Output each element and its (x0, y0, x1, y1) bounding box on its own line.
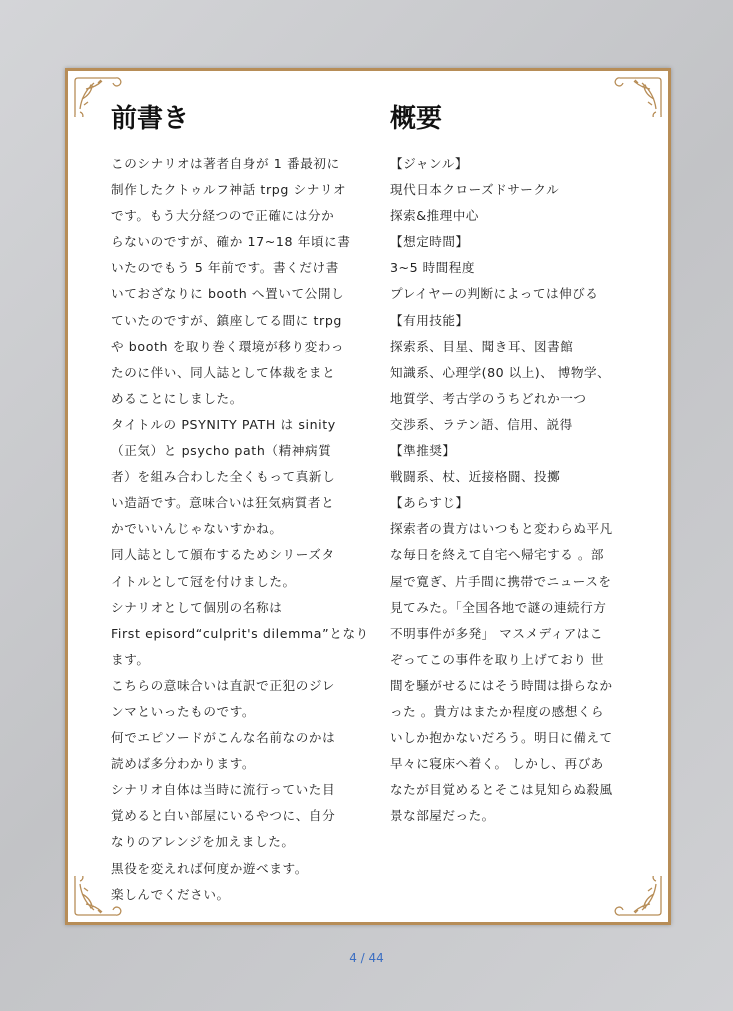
text-line: 【準推奨】 (390, 443, 456, 459)
text-line: 3~5 時間程度 (390, 260, 475, 276)
text-line: や booth を取り巻く環境が移り変わっ (111, 338, 345, 354)
text-line: った 。貴方はまたか程度の感想くら (390, 703, 605, 719)
preface-text (111, 151, 369, 908)
text-line: こちらの意味合いは直訳で正犯のジレ (111, 677, 335, 693)
text-line: このシナリオは著者自身が 1 番最初に (111, 156, 340, 171)
text-line: 知識系、心理学(80 以上)、 博物学、 (390, 364, 611, 380)
text-line: 制作したクトゥルフ神話 trpg シナリオ (111, 182, 347, 198)
text-line: いたのでもう 5 年前です。書くだけ書 (111, 260, 339, 276)
text-line: 何でエピソードがこんな名前なのかは (111, 730, 336, 746)
text-line: シナリオとして個別の名称は (111, 599, 283, 615)
text-line: 景な部屋だった。 (390, 808, 495, 824)
text-line: シナリオ自体は当時に流行っていた目 (111, 782, 336, 798)
overview-heading: 概要 (390, 104, 443, 134)
text-line: 楽しんでください。 (111, 886, 230, 902)
text-line: かでいいんじゃないすかね。 (111, 521, 283, 537)
overview-column (390, 101, 630, 829)
text-line: ンマといったものです。 (111, 703, 256, 719)
text-line: 探索&推理中心 (390, 208, 479, 224)
text-line: 探索者の貴方はいつもと変わらぬ平凡 (390, 521, 613, 537)
text-line: 覚めると白い部屋にいるやつに、自分 (111, 808, 336, 824)
ornament-corner-icon (612, 876, 664, 918)
text-line: らないのですが、確か 17~18 年頃に書 (111, 234, 351, 250)
text-line: なりのアレンジを加えました。 (111, 834, 295, 850)
text-line: 間を騒がせるにはそう時間は掛らなか (390, 677, 613, 693)
text-line: 探索系、目星、聞き耳、図書館 (390, 338, 574, 354)
overview-text (390, 151, 630, 829)
text-line: 早々に寝床へ着く。 しかし、再びあ (390, 756, 604, 772)
text-line: ぞってこの事件を取り上げており 世 (390, 651, 605, 667)
text-line: 【想定時間】 (390, 234, 469, 250)
text-line: 黒役を変えれば何度か遊べます。 (111, 860, 308, 876)
text-line: 見てみた。「全国各地で謎の連続行方 (390, 599, 607, 615)
text-line: ていたのですが、鎮座してる間に trpg (111, 312, 343, 328)
text-line: いしか抱かないだろう。明日に備えて (390, 730, 613, 746)
text-line: めることにしました。 (111, 390, 243, 406)
text-line: 不明事件が多発」 マスメディアはこ (390, 625, 603, 641)
text-line: な毎日を終えて自宅へ帰宅する 。部 (390, 547, 605, 563)
page-counter: 4 / 44 (349, 951, 384, 965)
text-line: イトルとして冠を付けました。 (111, 573, 296, 589)
text-line: いておざなりに booth へ置いて公開し (111, 286, 345, 302)
text-line: 【ジャンル】 (390, 156, 468, 171)
text-line: たのに伴い、同人誌として体裁をまと (111, 364, 336, 380)
text-line: 現代日本クローズドサークル (390, 182, 560, 198)
text-line: なたが目覚めるとそこは見知らぬ殺風 (390, 782, 613, 798)
text-line: First episord“culprit's dilemma”となり (111, 625, 369, 641)
preface-heading: 前書き (111, 104, 190, 134)
text-line: い造語です。意味合いは狂気病質者と (111, 495, 335, 511)
text-line: 者）を組み合わした全くもって真新し (111, 469, 336, 485)
text-line: ます。 (111, 651, 150, 667)
text-line: 読めば多分わかります。 (111, 756, 256, 772)
text-line: プレイヤーの判断によっては伸びる (390, 286, 599, 302)
text-line: 戦闘系、杖、近接格闘、投擲 (390, 469, 561, 485)
text-line: 交渉系、ラテン語、信用、説得 (390, 416, 573, 432)
text-line: （正気）と psycho path（精神病質 (111, 443, 332, 459)
text-line: です。もう大分経つので正確には分か (111, 208, 335, 224)
preface-column (111, 101, 369, 908)
text-line: 同人誌として頒布するためシリーズタ (111, 547, 335, 563)
text-line: 【あらすじ】 (390, 495, 469, 511)
document-page (65, 68, 671, 925)
text-line: 【有用技能】 (390, 312, 469, 328)
text-line: 地質学、考古学のうちどれか一つ (390, 390, 587, 406)
text-line: 屋で寛ぎ、片手間に携帯でニュースを (390, 573, 612, 589)
text-line: タイトルの PSYNITY PATH は sinity (111, 416, 336, 432)
